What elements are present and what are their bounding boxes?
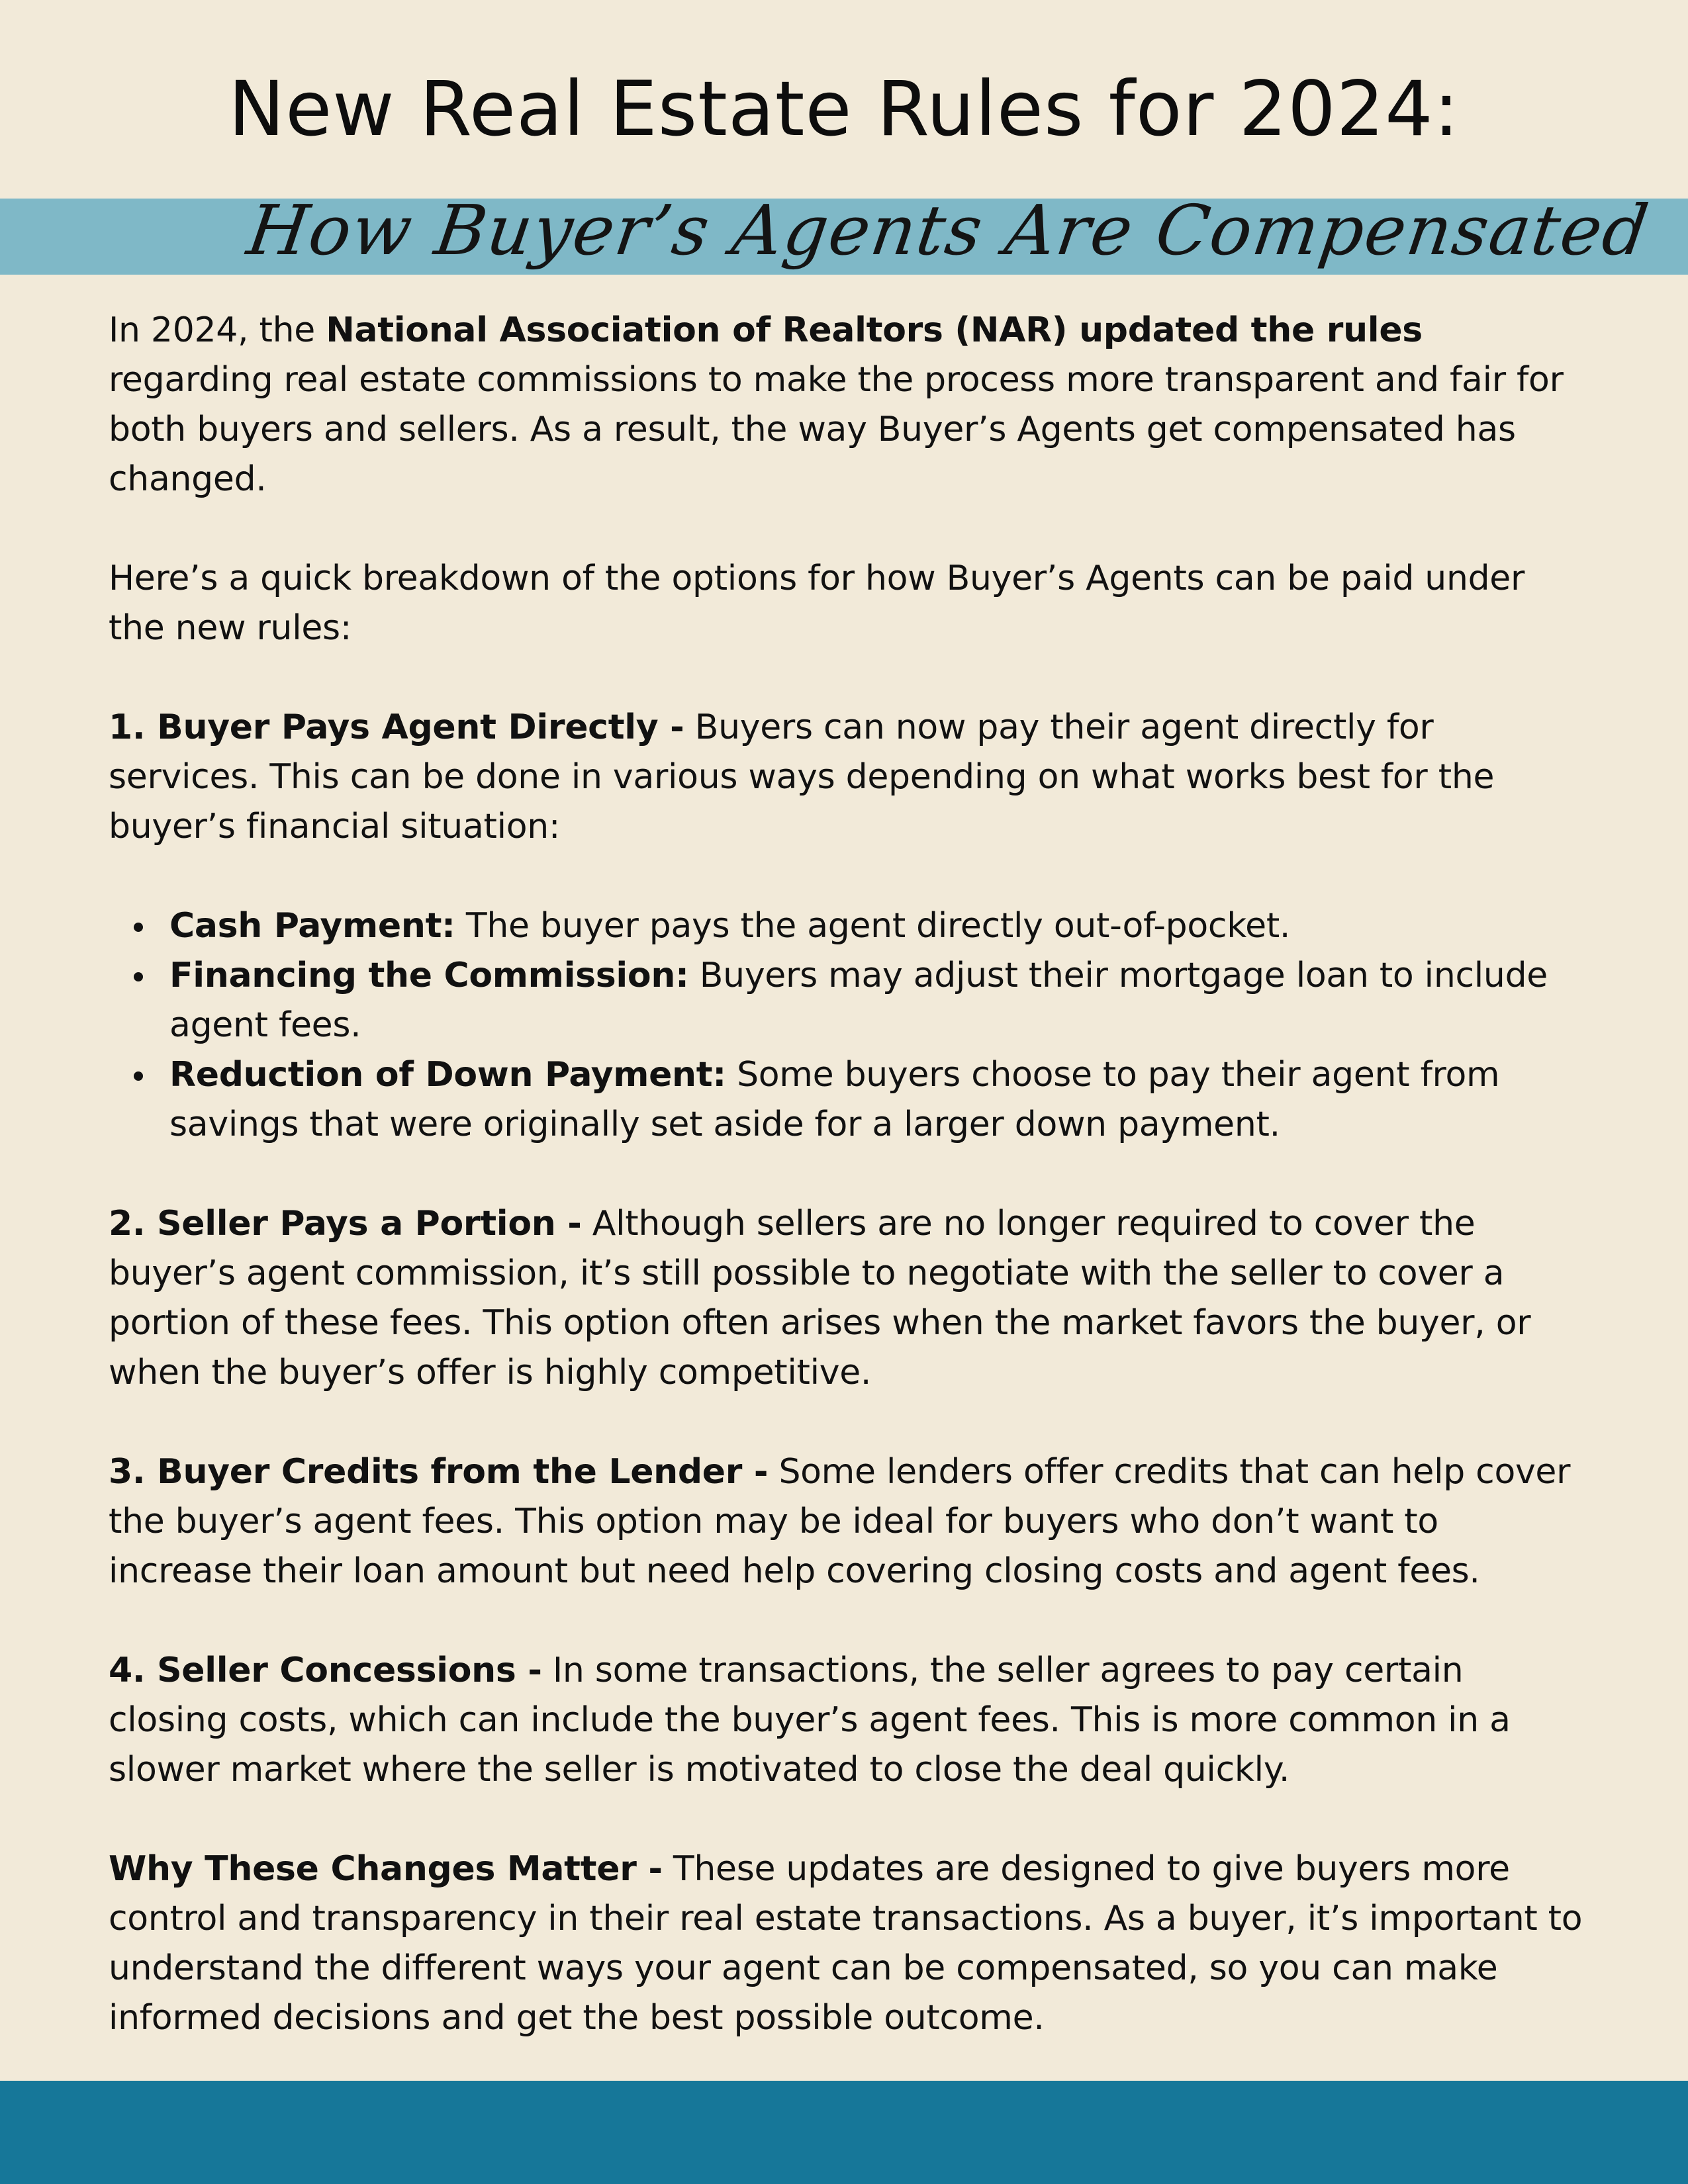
bullet-dot-icon [134, 972, 143, 981]
page-subtitle: How Buyer’s Agents Are Compensated [242, 190, 1654, 271]
list-item [169, 1050, 1585, 1150]
intro-bold-text: National Association of Realtors (NAR) updated the rules [326, 310, 1423, 350]
bullet-dot-icon [134, 1071, 143, 1081]
option-3-paragraph [109, 1447, 1585, 1596]
page-title: New Real Estate Rules for 2024: [228, 65, 1460, 153]
list-item [169, 901, 1585, 951]
list-item [169, 951, 1585, 1050]
why-heading: Why These Changes Matter - [109, 1849, 663, 1889]
option-1-paragraph [109, 703, 1585, 852]
article-body [109, 306, 1585, 2093]
payment-methods-list [109, 901, 1585, 1150]
option-2-text: Although sellers are no longer required to cover the buyer’s agent commission, it’s still possible to negotiate with the seller to cover a portion of these fees. This option often arises when the market favors the buyer, or when the buyer’s offer is highly competitive. [109, 1204, 1531, 1392]
option-3-heading: 3. Buyer Credits from the Lender - [109, 1452, 769, 1492]
list-item-label: Reduction of Down Payment: [169, 1055, 726, 1095]
option-3-text: Some lenders offer credits that can help cover the buyer’s agent fees. This option may be ideal for buyers who don’t want to increase their loan amount but need help covering closing costs and agent fees. [109, 1452, 1571, 1591]
list-item-text: Some buyers choose to pay their agent from savings that were originally set aside for a larger down payment. [169, 1055, 1500, 1144]
option-4-text: In some transactions, the seller agrees to pay certain closing costs, which can include the buyer’s agent fees. This is more common in a slower market where the seller is motivated to close the deal quickly. [109, 1651, 1511, 1790]
list-item-label: Financing the Commission: [169, 956, 689, 995]
option-1-text: Buyers can now pay their agent directly for services. This can be done in various ways depending on what works best for the buyer’s financial situation: [109, 707, 1495, 846]
option-2-heading: 2. Seller Pays a Portion - [109, 1204, 582, 1244]
why-paragraph [109, 1844, 1585, 2043]
why-text: These updates are designed to give buyers more control and transparency in their real estate transactions. As a buyer, it’s important to understand the different ways your agent can be compensated, so you can make informed decisions and get the best possible outcome. [109, 1849, 1583, 2038]
list-item-text: Buyers may adjust their mortgage loan to include agent fees. [169, 956, 1548, 1045]
breakdown-paragraph: Here’s a quick breakdown of the options for how Buyer’s Agents can be paid under the new rules: [109, 559, 1525, 648]
bullet-dot-icon [134, 923, 143, 932]
intro-text-end: regarding real estate commissions to make the process more transparent and fair for both buyers and sellers. As a result, the way Buyer’s Agents get compensated has changed. [109, 360, 1564, 499]
footer-band [0, 2081, 1688, 2184]
option-4-heading: 4. Seller Concessions - [109, 1651, 542, 1690]
option-2-paragraph [109, 1199, 1585, 1398]
list-item-text: The buyer pays the agent directly out-of-pocket. [455, 906, 1291, 946]
option-4-paragraph [109, 1646, 1585, 1795]
option-1-heading: 1. Buyer Pays Agent Directly - [109, 707, 684, 747]
list-item-label: Cash Payment: [169, 906, 455, 946]
intro-paragraph [109, 306, 1585, 504]
intro-text-start: In 2024, the [109, 310, 326, 350]
